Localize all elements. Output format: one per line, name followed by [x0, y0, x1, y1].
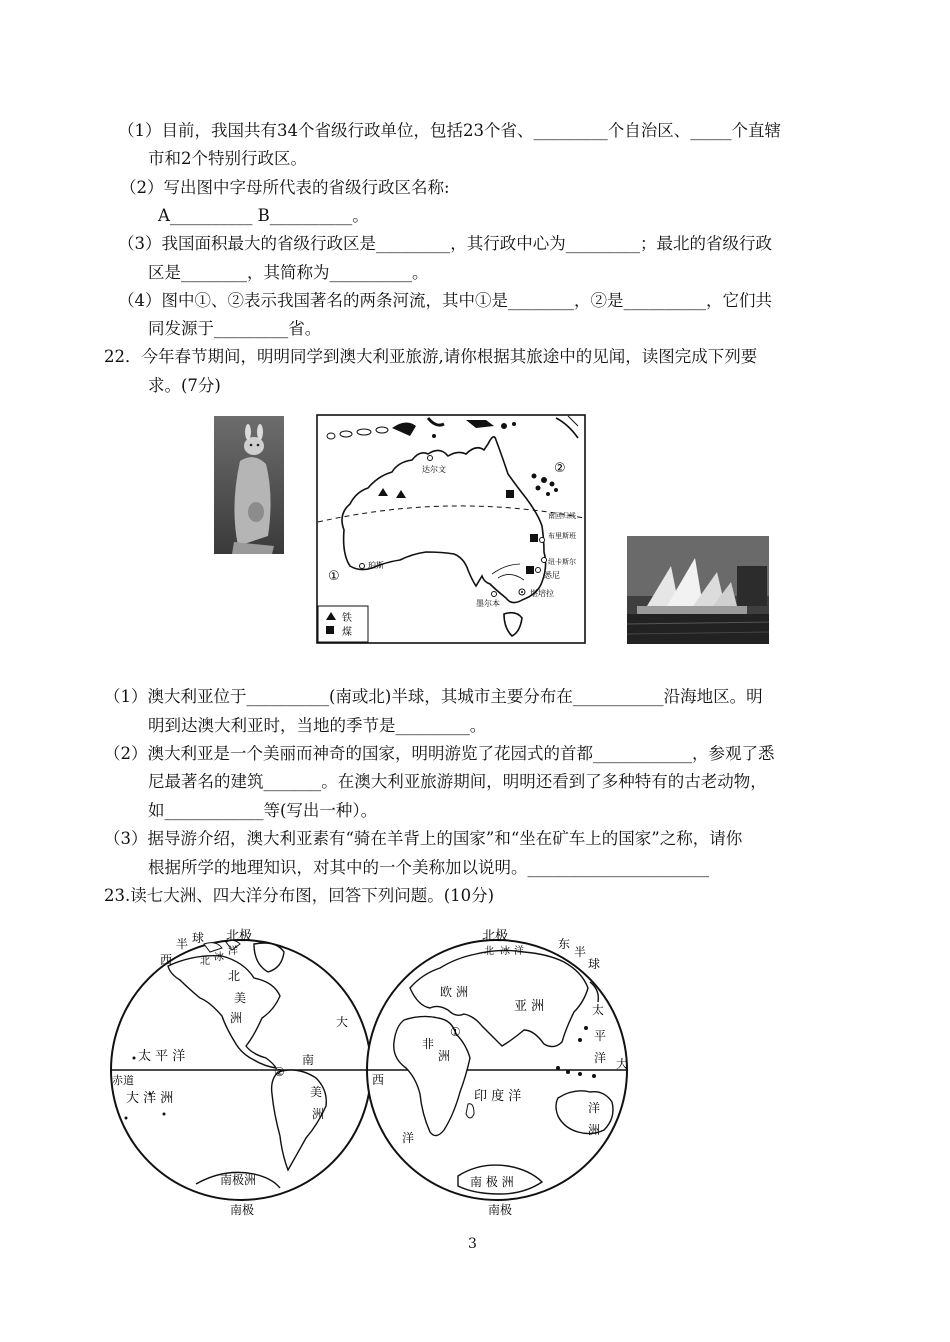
west-pacific-2-label: 大 洋 洲	[126, 1091, 174, 1106]
east-antarctica-label: 南 极 洲	[470, 1175, 514, 1189]
east-tai: 太	[592, 1003, 605, 1017]
east-ocean: 洋	[402, 1131, 415, 1145]
q22-part2-line3: 如____________等(写出一种）。	[148, 801, 378, 820]
q22-stem-line2: 求。(7分)	[148, 376, 221, 395]
west-sa-2: 美	[310, 1085, 323, 1099]
east-arctic-bing: 冰	[500, 946, 510, 957]
east-da: 大	[616, 1057, 629, 1071]
q23-stem: 23.读七大洲、四大洋分布图，回答下列问题。(10分)	[104, 886, 495, 905]
equator-label: 赤道	[112, 1074, 134, 1087]
west-arctic-bing: 冰	[214, 952, 224, 963]
east-europe-2: 洲	[456, 985, 469, 999]
west-qiu: 球	[192, 931, 205, 945]
east-ping: 平	[594, 1029, 607, 1043]
east-ban: 半	[574, 945, 587, 959]
east-arctic-bei: 北	[484, 946, 494, 957]
city-newcastle: 纽卡斯尔	[548, 558, 576, 566]
opera-house-photo	[627, 536, 769, 644]
east-xi: 西	[372, 1073, 385, 1087]
east-yang: 洋	[594, 1051, 607, 1065]
east-qiu: 球	[588, 957, 601, 971]
world-hemispheres-map	[104, 918, 644, 1220]
map-marker-2: ②	[554, 461, 566, 476]
city-melbourne: 墨尔本	[476, 599, 500, 608]
kangaroo-photo	[214, 416, 284, 554]
west-na-2: 美	[234, 991, 247, 1005]
q22-part2-line2: 尼最著名的建筑_______。在澳大利亚旅游期间，明明还看到了多种特有的古老动物，	[148, 772, 767, 791]
q21-part2-line2: A__________ B__________。	[158, 206, 369, 225]
page-number: 3	[468, 1236, 477, 1252]
west-marker-2: ②	[274, 1065, 285, 1079]
west-north-pole-label: 北极	[226, 929, 253, 944]
east-south-pole-label: 南极	[488, 1203, 513, 1217]
q22-part1-line1: （1）澳大利亚位于__________(南或北)半球，其城市主要分布在___________沿海地区。明	[104, 687, 763, 706]
west-da: 大	[336, 1015, 349, 1029]
q22-part1-line2: 明到达澳大利亚时，当地的季节是_________。	[148, 716, 487, 735]
west-ban: 半	[176, 937, 189, 951]
q22-part3-line2: 根据所学的地理知识，对其中的一个美称加以说明。______________________	[148, 858, 709, 877]
west-na-1: 北	[228, 969, 241, 983]
east-arctic-yang: 洋	[514, 946, 524, 957]
city-darwin: 达尔文	[422, 465, 446, 474]
legend-iron-label: 铁	[342, 613, 352, 624]
q21-part1-line2: 市和2个特别行政区。	[148, 149, 307, 168]
q22-part3-line1: （3）据导游介绍，澳大利亚素有“骑在羊背上的国家”和“坐在矿车上的国家”之称，请你	[104, 829, 743, 848]
east-oceania-1: 洋	[588, 1101, 601, 1115]
city-perth: 珀斯	[368, 561, 384, 570]
west-pacific-label: 太 平 洋	[138, 1049, 186, 1064]
q21-part3-line1: （3）我国面积最大的省级行政区是_________，其行政中心为_________；最北的省级行政	[118, 234, 772, 253]
city-canberra: 堪培拉	[530, 589, 554, 598]
map-marker-1: ①	[328, 569, 340, 584]
australia-map	[316, 414, 586, 644]
east-indian-ocean-label: 印 度 洋	[474, 1089, 522, 1104]
q21-part1-line1: （1）目前，我国共有34个省级行政单位，包括23个省、_________个自治区、_____个直辖	[118, 121, 781, 140]
city-brisbane: 布里斯班	[548, 532, 576, 540]
q21-part2-line1: （2）写出图中字母所代表的省级行政区名称:	[120, 178, 450, 197]
west-sa-1: 南	[302, 1053, 315, 1067]
legend-coal-label: 煤	[342, 627, 352, 638]
east-north-pole-label: 北极	[482, 929, 509, 944]
west-arctic-bei: 北	[200, 956, 210, 967]
east-africa-1: 非	[422, 1037, 435, 1051]
east-europe-1: 欧	[440, 985, 453, 999]
east-dong: 东	[558, 937, 571, 951]
west-antarctica-label: 南极洲	[220, 1173, 257, 1187]
west-sa-3: 洲	[312, 1107, 325, 1121]
q22-part2-line1: （2）澳大利亚是一个美丽而神奇的国家，明明游览了花园式的首都____________，参观了悉	[104, 744, 775, 763]
west-xi: 西	[160, 953, 173, 967]
tropic-label: 南回归线	[548, 512, 576, 520]
west-na-3: 洲	[230, 1011, 243, 1025]
q21-part4-line1: （4）图中①、②表示我国著名的两条河流，其中①是________，②是__________，它们共	[118, 291, 772, 310]
east-africa-2: 洲	[438, 1049, 451, 1063]
q22-stem-line1: 22．今年春节期间，明明同学到澳大利亚旅游,请你根据其旅途中的见闻，读图完成下列要	[104, 347, 758, 366]
east-marker-1: ①	[450, 1025, 461, 1039]
city-sydney: 悉尼	[544, 571, 560, 580]
east-asia-label: 亚 洲	[514, 999, 545, 1014]
q21-part3-line2: 区是________，其简称为__________。	[148, 263, 429, 282]
q21-part4-line2: 同发源于_________省。	[148, 319, 322, 338]
east-oceania-2: 洲	[588, 1123, 601, 1137]
west-south-pole-label: 南极	[230, 1203, 255, 1217]
west-arctic-yang: 洋	[228, 946, 238, 957]
